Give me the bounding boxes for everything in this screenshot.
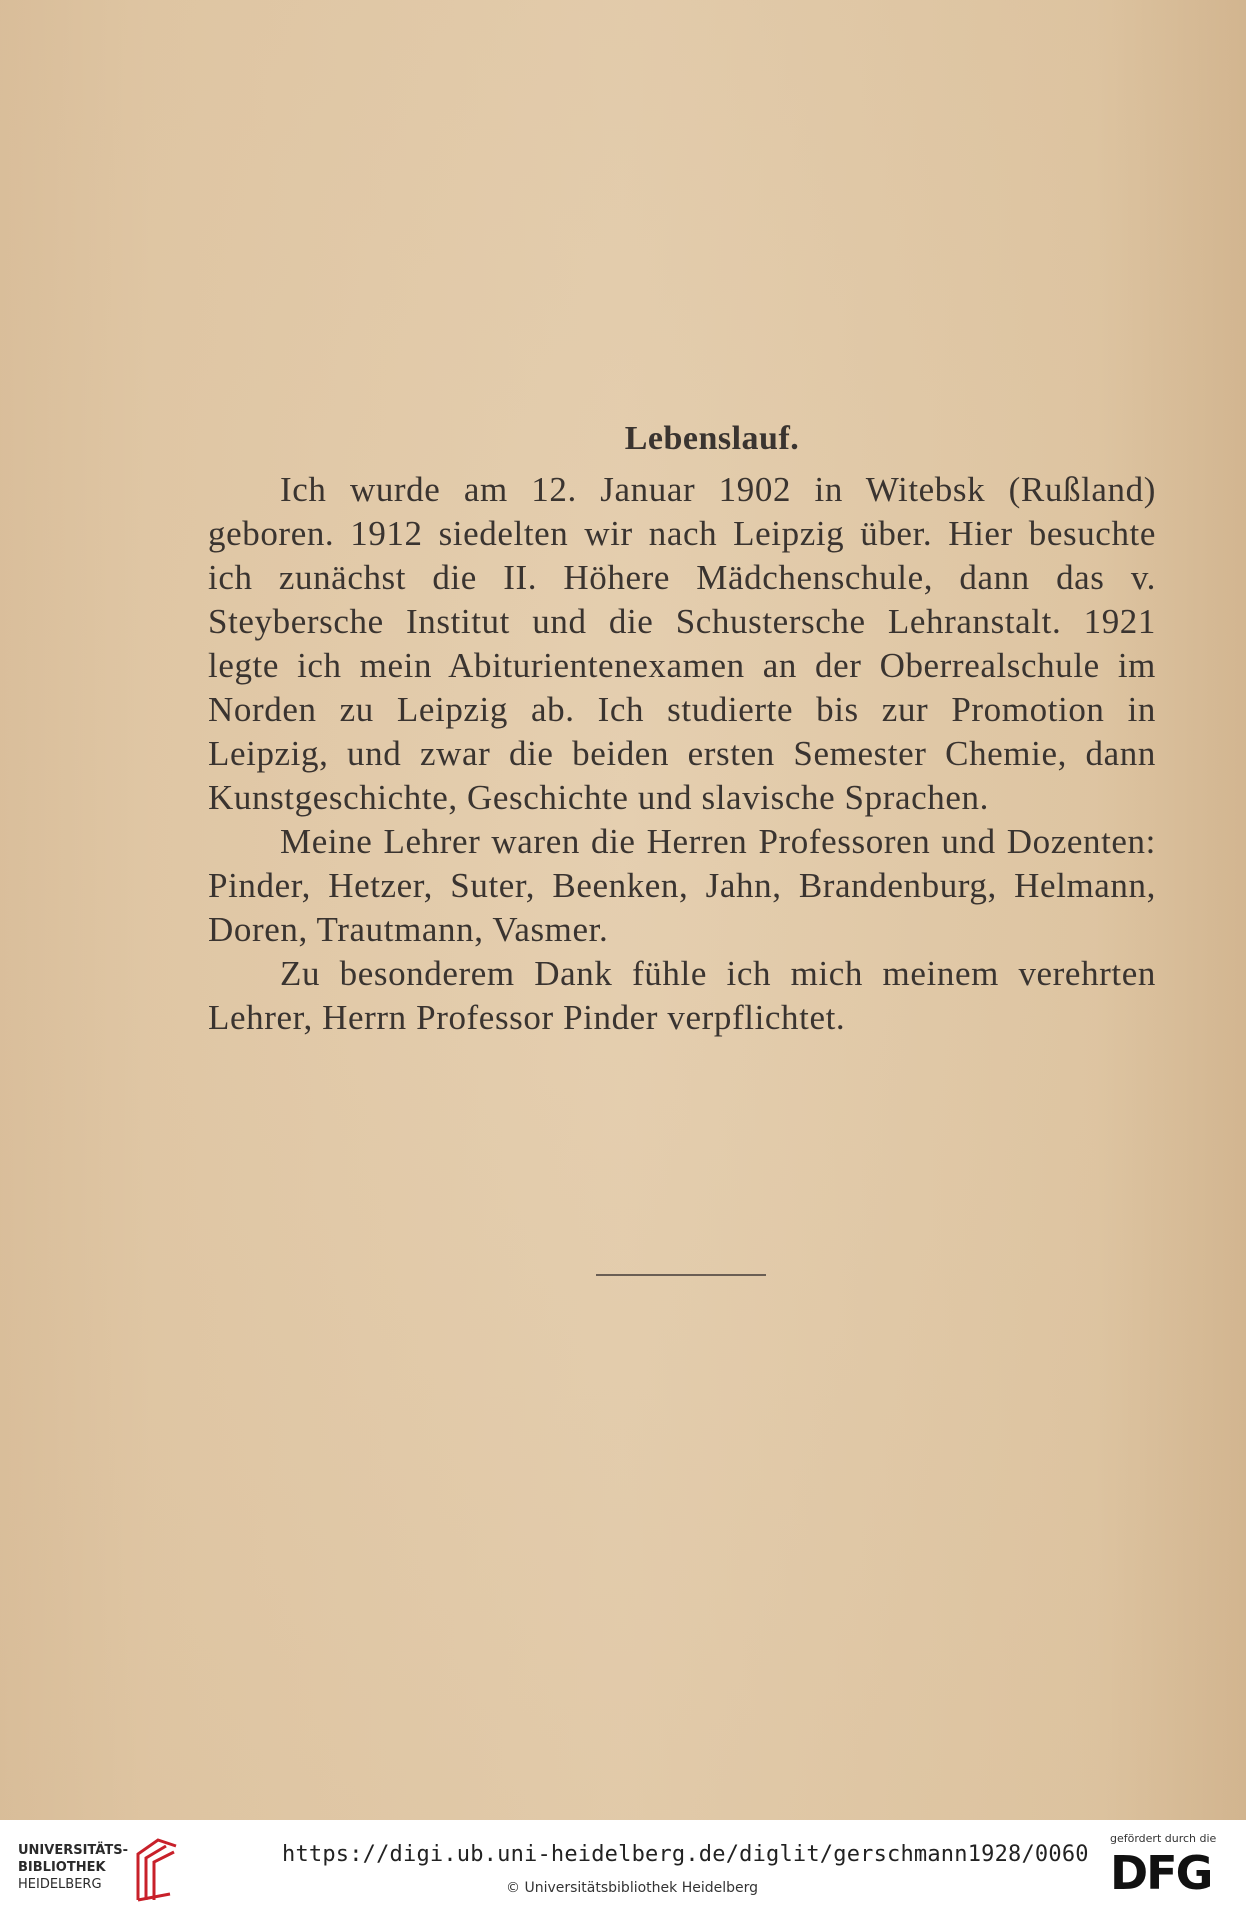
library-name-line3: HEIDELBERG — [18, 1877, 102, 1892]
paragraph-biography: Ich wurde am 12. Januar 1902 in Witebsk (Rußland) geboren. 1912 siedelten wir nach Leipzig über. Hier besuchte ich zunächst die II. Höhere Mädchenschule, dann das v. Steybersche Institut und die Schustersche Lehranstalt. 1921 legte ich mein Abiturientenexamen an der Oberrealschule im Norden zu Leipzig ab. Ich studierte bis zur Promotion in Leipzig, und zwar die beiden ersten Semester Chemie, dann Kunstgeschichte, Geschichte und slavische Sprachen. — [208, 470, 1156, 817]
copyright-notice: © Universitätsbibliothek Heidelberg — [506, 1880, 759, 1896]
dfg-logo-icon: DFG — [1110, 1846, 1212, 1900]
paragraph-teachers: Meine Lehrer waren die Herren Professoren und Dozenten: Pinder, Hetzer, Suter, Beenken, Jahn, Brandenburg, Helmann, Doren, Trautmann, Vasmer. — [208, 822, 1156, 949]
funding-caption: gefördert durch die — [1110, 1832, 1217, 1845]
document-body — [208, 420, 1156, 1040]
page-title: Lebenslauf. — [624, 420, 800, 457]
library-logo[interactable] — [18, 1842, 178, 1902]
source-url-link[interactable]: https://digi.ub.uni-heidelberg.de/diglit/gerschmann1928/0060 — [282, 1842, 1089, 1867]
library-name — [18, 1842, 128, 1893]
paragraph-thanks: Zu besonderem Dank fühle ich mich meinem verehrten Lehrer, Herrn Professor Pinder verpflichtet. — [208, 954, 1156, 1037]
library-name-line2: BIBLIOTHEK — [18, 1860, 106, 1875]
dfg-funding-logo[interactable] — [1110, 1832, 1230, 1902]
closing-rule — [596, 1274, 766, 1276]
digitization-footer — [0, 1820, 1246, 1910]
library-name-line1: UNIVERSITÄTS- — [18, 1843, 128, 1858]
library-mark-icon — [128, 1836, 180, 1902]
